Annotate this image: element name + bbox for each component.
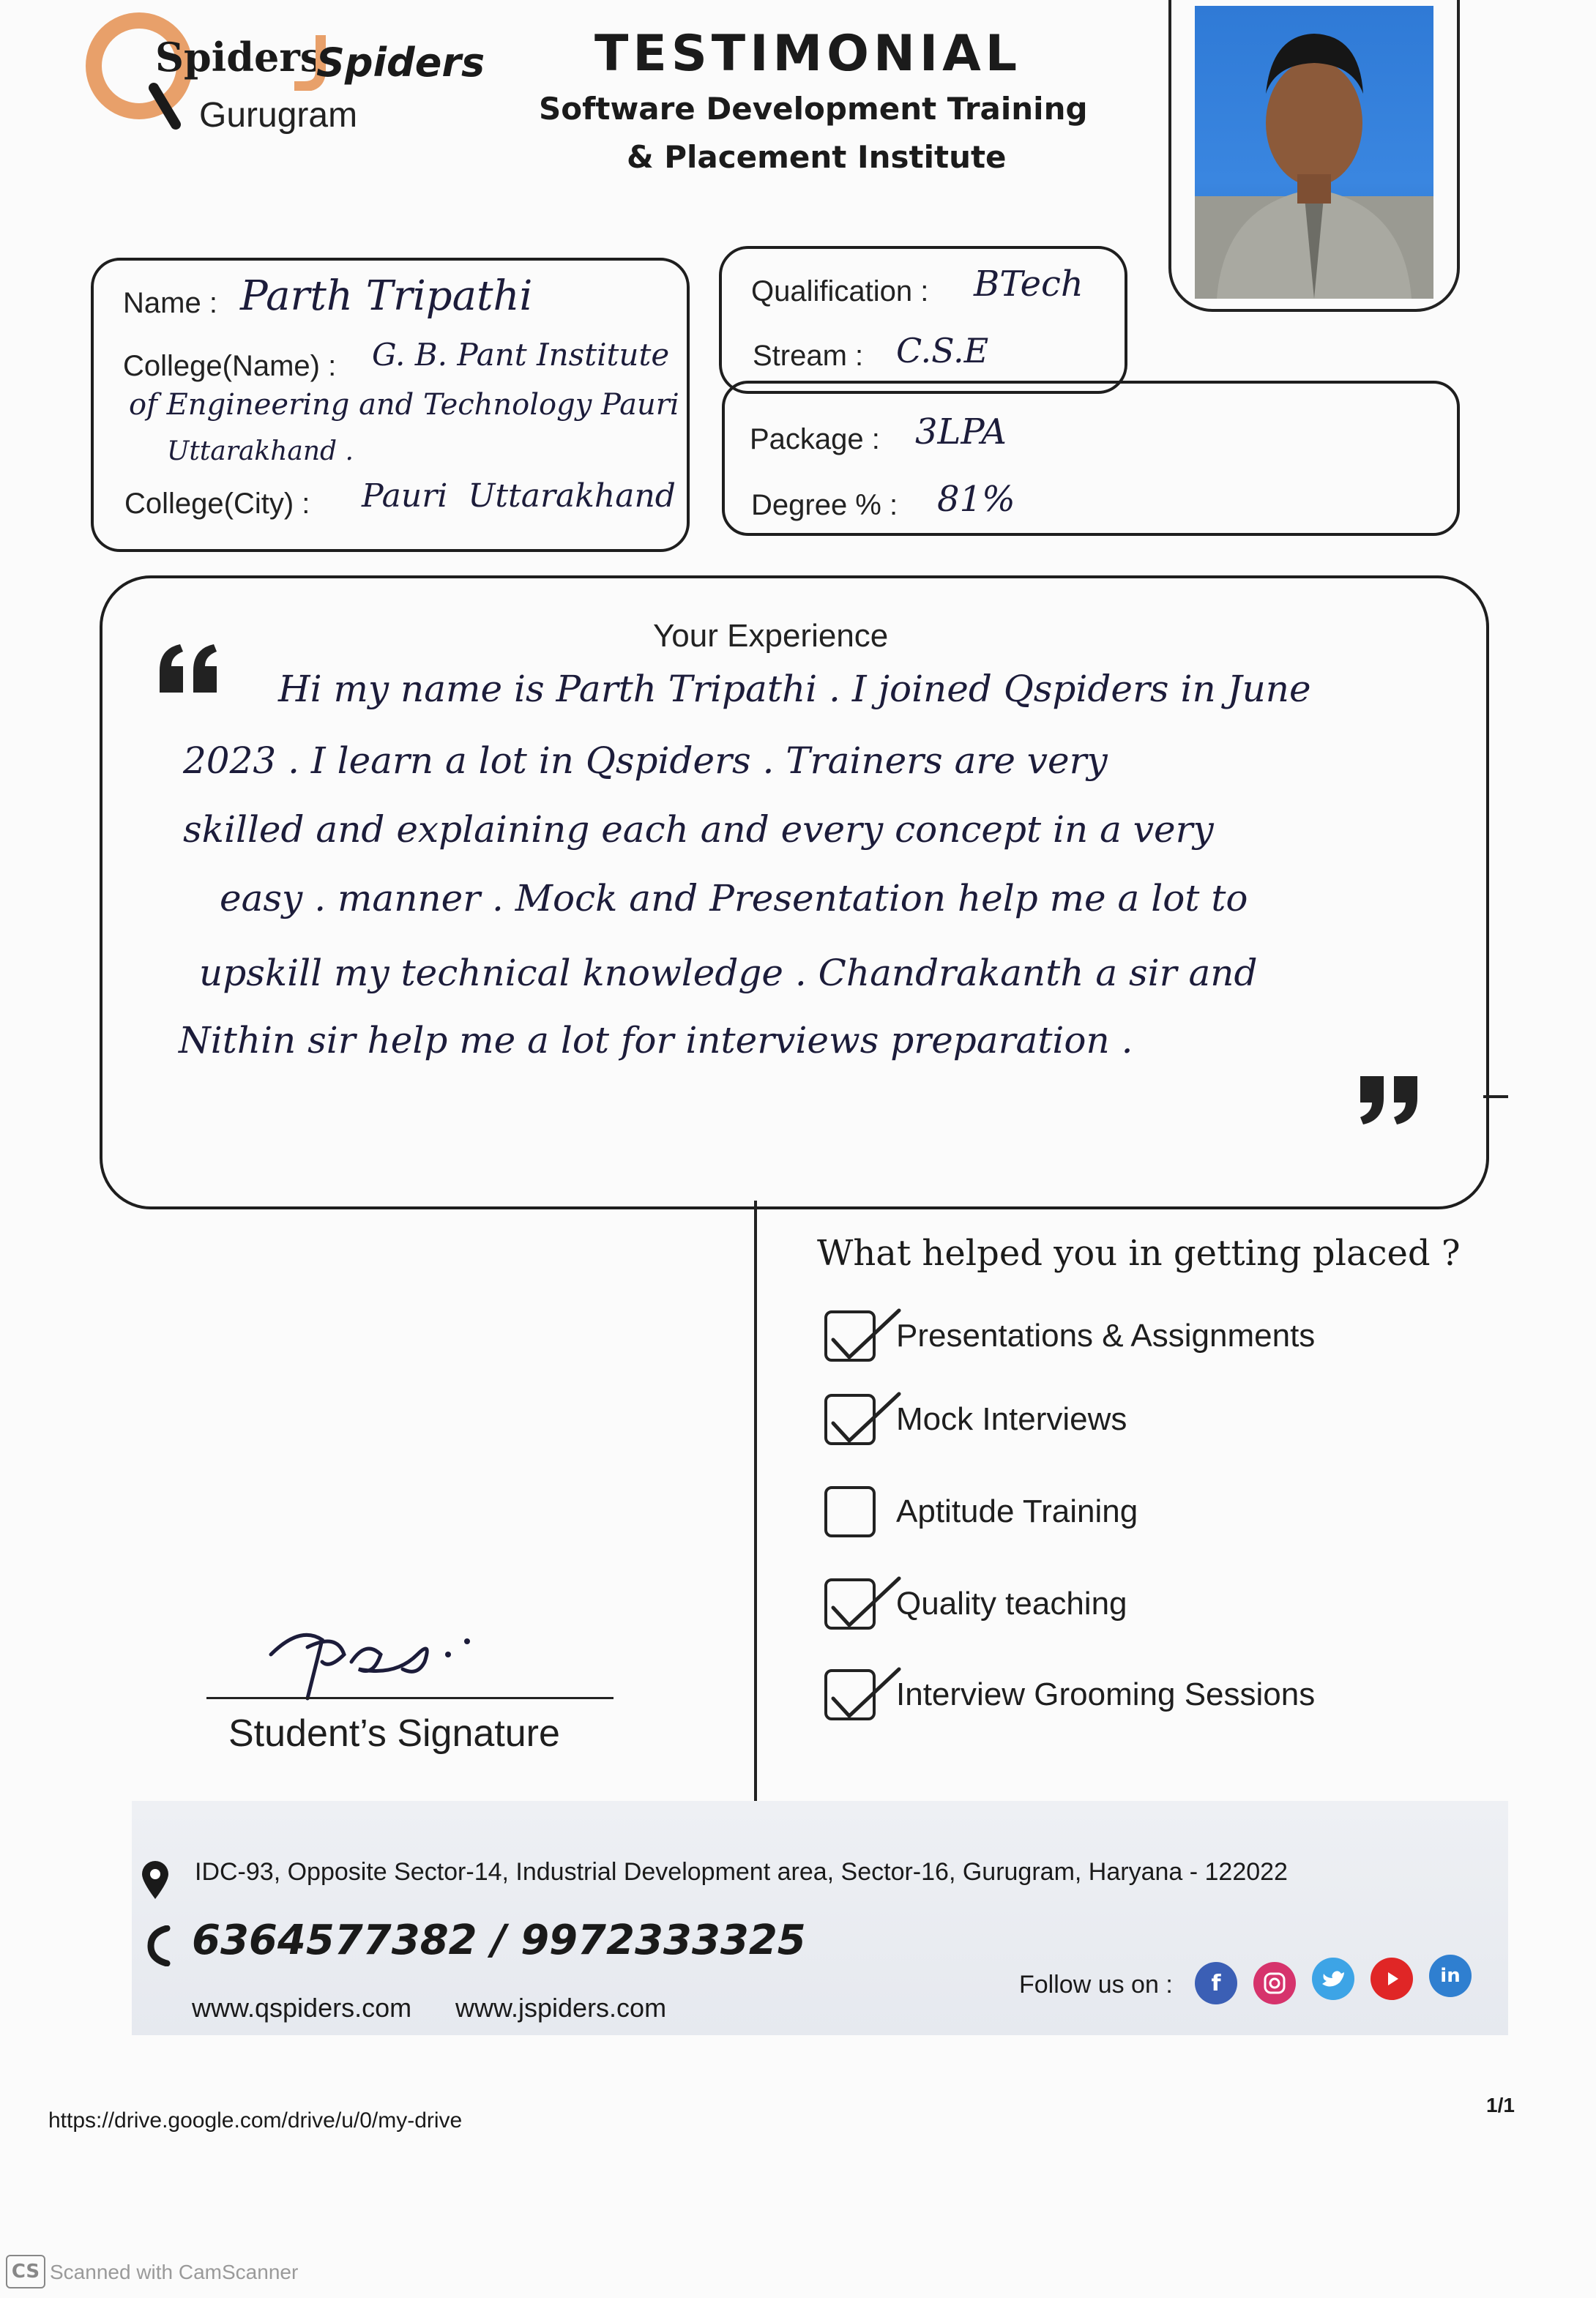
qualification-value: BTech (974, 264, 1084, 305)
check-mark-icon (823, 1565, 903, 1631)
city-value: Pauri Uttarakhand (362, 477, 676, 515)
experience-heading: Your Experience (653, 618, 889, 654)
close-quote-icon (1350, 1069, 1423, 1127)
check-item-label: Presentations & Assignments (896, 1318, 1316, 1354)
phone-icon (145, 1925, 174, 1966)
check-item-interview-grooming[interactable] (824, 1669, 1315, 1720)
linkedin-icon[interactable]: in (1429, 1955, 1472, 1997)
page-number: 1/1 (1486, 2094, 1515, 2116)
checkbox-checked[interactable] (824, 1669, 876, 1720)
checkbox-checked[interactable] (824, 1578, 876, 1630)
check-item-presentations[interactable] (824, 1310, 1315, 1362)
page-url[interactable]: https://drive.google.com/drive/u/0/my-drive (48, 2108, 463, 2133)
package-label: Package : (750, 423, 880, 455)
open-quote-icon (154, 641, 227, 700)
check-mark-icon (823, 1381, 903, 1447)
check-item-label: Aptitude Training (896, 1493, 1138, 1529)
student-portrait-icon (1195, 6, 1433, 299)
youtube-icon[interactable] (1371, 1958, 1413, 2000)
footer-address: IDC-93, Opposite Sector-14, Industrial Development area, Sector-16, Gurugram, Haryana - 122022 (195, 1858, 1288, 1886)
experience-line-5: upskill my technical knowledge . Chandrakanth a sir and (199, 952, 1258, 994)
experience-line-1: Hi my name is Parth Tripathi . I joined Qspiders in June (278, 668, 1311, 710)
check-mark-icon (823, 1297, 903, 1363)
footer-website-jspiders[interactable]: www.jspiders.com (455, 1993, 667, 2023)
twitter-icon[interactable] (1312, 1958, 1354, 2000)
experience-line-3: skilled and explaining each and every concept in a very (183, 808, 1214, 851)
signature-scribble (256, 1611, 491, 1728)
check-mark-icon (823, 1656, 903, 1722)
play-glyph-icon (1381, 1968, 1403, 1990)
name-value: Parth Tripathi (240, 272, 533, 320)
page-title: TESTIMONIAL (594, 25, 1022, 83)
experience-line-4: easy . manner . Mock and Presentation help me a lot to (220, 877, 1248, 919)
college-label: College(Name) : (123, 350, 337, 382)
photo-frame (1168, 0, 1460, 312)
stream-label: Stream : (753, 340, 864, 372)
instagram-icon[interactable] (1253, 1962, 1296, 2004)
instagram-glyph-icon (1262, 1971, 1287, 1996)
checkbox-unchecked[interactable] (824, 1486, 876, 1537)
camscanner-badge: CS (6, 2255, 45, 2288)
section-divider (754, 1201, 757, 1808)
location-pin-icon (139, 1859, 171, 1900)
package-value: 3LPA (915, 411, 1007, 452)
college-value-3: Uttarakhand . (167, 436, 354, 466)
logo-qspiders-text: Spiders (155, 34, 323, 81)
qualification-label: Qualification : (751, 275, 929, 307)
follow-label: Follow us on : (1019, 1971, 1173, 1999)
stream-value: C.S.E (896, 331, 989, 370)
checkbox-checked[interactable] (824, 1310, 876, 1362)
degree-label: Degree % : (751, 489, 898, 521)
experience-line-6: Nithin sir help me a lot for interviews preparation . (179, 1019, 1133, 1062)
subtitle-line-1: Software Development Training (539, 91, 1088, 127)
check-item-quality-teaching[interactable] (824, 1578, 1127, 1630)
check-item-label: Quality teaching (896, 1586, 1127, 1622)
check-item-aptitude[interactable] (824, 1486, 1138, 1537)
college-value-2: of Engineering and Technology Pauri (129, 388, 679, 422)
footer-website-qspiders[interactable]: www.qspiders.com (192, 1993, 412, 2023)
check-item-mock-interviews[interactable] (824, 1394, 1127, 1445)
checkbox-checked[interactable] (824, 1394, 876, 1445)
bird-glyph-icon (1321, 1968, 1346, 1990)
logo-location: Gurugram (199, 96, 358, 135)
city-label: College(City) : (124, 488, 310, 520)
degree-value: 81% (937, 479, 1015, 520)
placement-question: What helped you in getting placed ? (817, 1233, 1461, 1274)
signature-line (206, 1697, 614, 1699)
logo (73, 7, 483, 139)
check-item-label: Mock Interviews (896, 1401, 1127, 1437)
camscanner-label: Scanned with CamScanner (50, 2261, 299, 2283)
name-label: Name : (123, 287, 217, 319)
student-photo (1195, 6, 1433, 299)
footer-phone: 6364577382 / 9972333325 (192, 1917, 806, 1964)
subtitle-line-2: & Placement Institute (627, 139, 1007, 175)
logo-jspiders-text: Spiders (316, 40, 485, 86)
right-edge-tick (1483, 1095, 1508, 1098)
signature-label: Student’s Signature (228, 1712, 560, 1755)
facebook-icon[interactable]: f (1195, 1962, 1237, 2004)
check-item-label: Interview Grooming Sessions (896, 1676, 1316, 1712)
experience-line-2: 2023 . I learn a lot in Qspiders . Trainers are very (183, 739, 1108, 782)
college-value-1: G. B. Pant Institute (372, 337, 670, 373)
